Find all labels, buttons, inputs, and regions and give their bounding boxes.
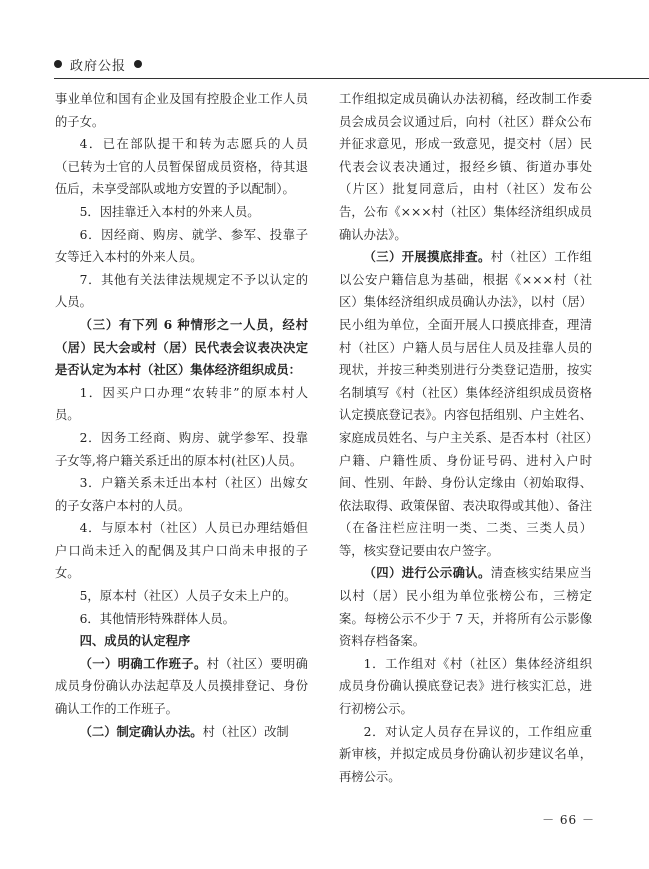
- paragraph: 1．工作组对《村（社区）集体经济组织成员身份确认摸底登记表》进行核实汇总，进行初榜公示。: [339, 656, 592, 717]
- paragraph: 5．因挂靠迁入本村的外来人员。: [79, 204, 260, 219]
- paragraph: 5，原本村（社区）人员子女未上户的。: [79, 589, 297, 604]
- subheading: （一）明确工作班子。: [79, 655, 207, 671]
- page-number: － 66 －: [542, 813, 595, 827]
- header-title: 政府公报: [70, 58, 127, 74]
- paragraph-text: 清查核实结果应当以村（居）民小组为单位张榜公布，三榜定案。每榜公示不少于 7 天，并将所有公示影像资料存档备案。: [339, 566, 592, 649]
- paragraph: 3．户籍关系未迁出本村（社区）出嫁女的子女落户本村的人员。: [55, 476, 308, 513]
- paragraph: 工作组拟定成员确认办法初稿，经改制工作委员会成员会议通过后，向村（社区）群众公布并征求意见，形成一致意见，提交村（居）民代表会议表决通过，报经乡镇、街道办事处（片区）批复同意后，由村（社区）发布公告，公布《×××村（社区）集体经济组织成员确认办法》。: [339, 92, 592, 242]
- paragraph: 6．因经商、购房、就学、参军、投靠子女等迁入本村的外来人员。: [55, 227, 308, 265]
- paragraph: 2．对认定人员存在异议的，工作组应重新审核，并拟定成员身份确认初步建议名单，再榜公示。: [339, 724, 592, 784]
- paragraph: 事业单位和国有企业及国有控股企业工作人员的子女。: [55, 92, 308, 129]
- paragraph: 1．因买户口办理“农转非”的原本村人员。: [55, 385, 308, 423]
- paragraph-text: 村（社区）工作组以公安户籍信息为基础，根据《×××村（社区）集体经济组织成员确认办法》，以村（居）民小组为单位，全面开展人口摸底排查，理清村（社区）户籍人员与居住人员及挂靠人员的现状，并按三种类别进行分类登记造册，按实名制填写《村（社区）集体经济组织成员资格认定摸底登记表》。内容包括组别、户主姓名、家庭成员姓名、与户主关系、是否本村（社区）户籍、户籍性质、身份证号码、进村入户时间、性别、年龄、身份认定缘由（初始取得、依法取得、政策保留、表决取得或其他）、备注（在备注栏应注明一类、二类、三类人员）等，核实登记要由农户签字。: [339, 250, 592, 558]
- paragraph-text: 村（社区）改制: [202, 724, 289, 739]
- bullet-icon: [134, 60, 142, 68]
- paragraph: 7．其他有关法律法规规定不予以认定的人员。: [55, 272, 308, 310]
- paragraph: 6．其他情形特殊群体人员。: [79, 611, 235, 626]
- paragraph: 2．因务工经商、购房、就学参军、投靠子女等,将户籍关系迁出的原本村(社区)人员。: [55, 430, 308, 468]
- right-column: [339, 88, 592, 788]
- subheading: （三）开展摸底排查。: [363, 249, 491, 265]
- section-heading: 四、成员的认定程序: [79, 633, 191, 649]
- left-column: [55, 88, 308, 743]
- paragraph: 4．与原本村（社区）人员已办理结婚但户口尚未迁入的配偶及其户口尚未申报的子女。: [55, 521, 308, 581]
- page-header: [54, 54, 142, 74]
- bullet-icon: [54, 60, 62, 68]
- header-rule: [54, 78, 649, 79]
- paragraph: [339, 562, 592, 652]
- section-heading: （三）有下列 6 种情形之一人员，经村（居）民大会或村（居）民代表会议表决决定是否认定为本村（社区）集体经济组织成员：: [55, 316, 308, 378]
- paragraph-text: 村（社区）要明确成员身份确认办法起草及人员摸排登记、身份确认工作的工作班子。: [55, 656, 308, 717]
- subheading: （四）进行公示确认。: [363, 565, 491, 581]
- subheading: （二）制定确认办法。: [79, 723, 203, 739]
- paragraph: [55, 721, 308, 744]
- paragraph: [55, 653, 308, 721]
- paragraph: [339, 246, 592, 562]
- paragraph: 4．已在部队提干和转为志愿兵的人员（已转为士官的人员暂保留成员资格，待其退伍后，未享受部队或地方安置的予以配制）。: [55, 137, 308, 197]
